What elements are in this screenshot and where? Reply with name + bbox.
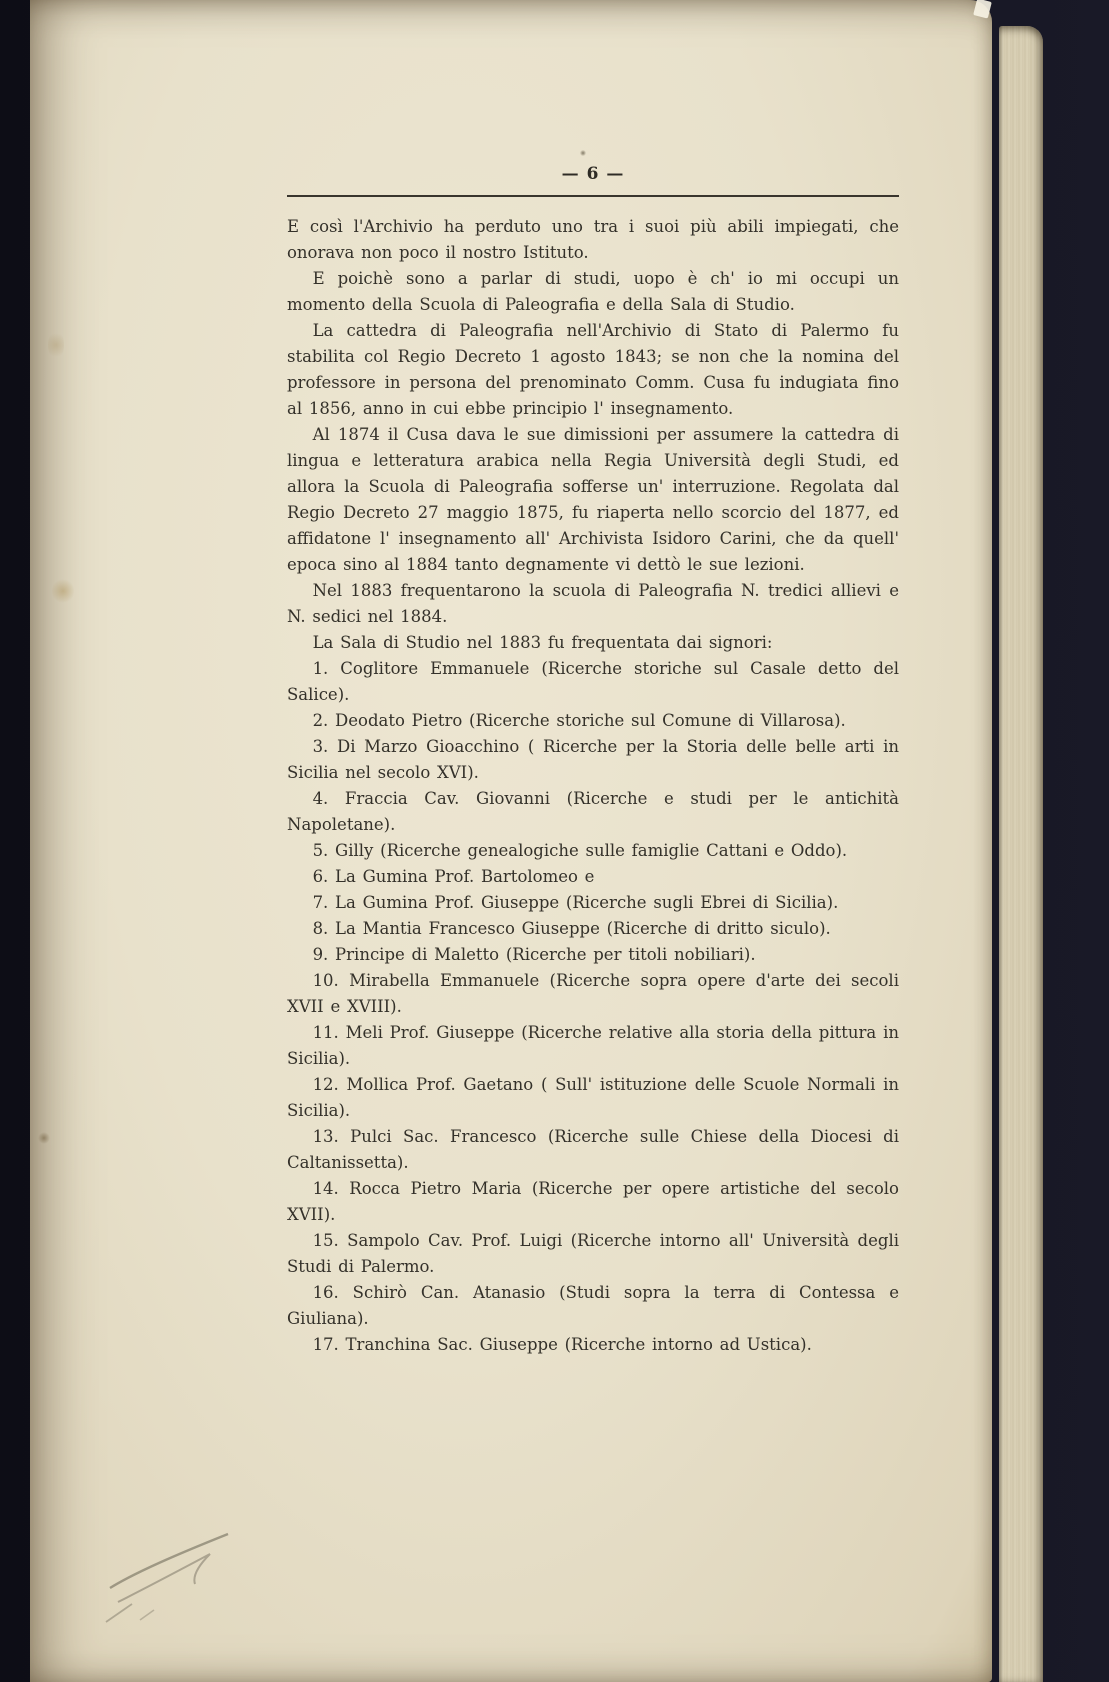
stain: [52, 578, 74, 604]
pencil-scribble: [102, 1512, 252, 1632]
page-body: [287, 214, 899, 1358]
stain: [580, 150, 586, 156]
paragraph: 14. Rocca Pietro Maria (Ricerche per opere artistiche del secolo XVII).: [287, 1179, 899, 1224]
paragraph: 6. La Gumina Prof. Bartolomeo e: [312, 867, 595, 886]
book-page: [30, 0, 992, 1682]
paragraph: 13. Pulci Sac. Francesco (Ricerche sulle Chiese della Diocesi di Caltanissetta).: [287, 1127, 899, 1172]
paragraph: 4. Fraccia Cav. Giovanni (Ricerche e studi per le antichità Napoletane).: [287, 789, 899, 834]
stain: [38, 1132, 50, 1144]
paragraph: 9. Principe di Maletto (Ricerche per titoli nobiliari).: [312, 945, 756, 964]
page-content: [287, 164, 899, 1358]
paragraph: 2. Deodato Pietro (Ricerche storiche sul Comune di Villarosa).: [312, 711, 846, 730]
paragraph: 17. Tranchina Sac. Giuseppe (Ricerche intorno ad Ustica).: [312, 1335, 812, 1354]
paragraph: 15. Sampolo Cav. Prof. Luigi (Ricerche intorno all' Università degli Studi di Palermo.: [287, 1231, 899, 1276]
paragraph: Al 1874 il Cusa dava le sue dimissioni per assumere la cattedra di lingua e letteratura arabica nella Regia Università degli Studi, ed allora la Scuola di Paleografia sofferse un' interruzione. Regolata dal Regio Decreto 27 maggio 1875, fu riaperta nello scorcio del 1877, ed affidatone l' insegnamento all' Archivista Isidoro Carini, che da quell' epoca sino al 1884 tanto degnamente vi dettò le sue lezioni.: [287, 425, 899, 574]
paragraph: 1. Coglitore Emmanuele (Ricerche storiche sul Casale detto del Salice).: [287, 659, 899, 704]
paragraph: 10. Mirabella Emmanuele (Ricerche sopra opere d'arte dei secoli XVII e XVIII).: [287, 971, 899, 1016]
page-number: — 6 —: [561, 164, 625, 184]
header-rule: [287, 195, 899, 197]
paragraph: 7. La Gumina Prof. Giuseppe (Ricerche sugli Ebrei di Sicilia).: [312, 893, 839, 912]
paragraph: 11. Meli Prof. Giuseppe (Ricerche relative alla storia della pittura in Sicilia).: [287, 1023, 899, 1068]
paragraph: 12. Mollica Prof. Gaetano ( Sull' istituzione delle Scuole Normali in Sicilia).: [287, 1075, 899, 1120]
paragraph: Nel 1883 frequentarono la scuola di Paleografia N. tredici allievi e N. sedici nel 1884.: [287, 581, 899, 626]
paragraph: La Sala di Studio nel 1883 fu frequentata dai signori:: [312, 633, 773, 652]
paragraph: E così l'Archivio ha perduto uno tra i suoi più abili impiegati, che onorava non poco il nostro Istituto.: [287, 217, 899, 262]
paragraph: 5. Gilly (Ricerche genealogiche sulle famiglie Cattani e Oddo).: [312, 841, 848, 860]
paragraph: 8. La Mantia Francesco Giuseppe (Ricerche di dritto siculo).: [312, 919, 831, 938]
book-fore-edge: [999, 26, 1043, 1682]
paragraph: La cattedra di Paleografia nell'Archivio di Stato di Palermo fu stabilita col Regio Decreto 1 agosto 1843; se non che la nomina del professore in persona del prenominato Comm. Cusa fu indugiata fino al 1856, anno in cui ebbe principio l' insegnamento.: [287, 321, 899, 418]
paragraph: 16. Schirò Can. Atanasio (Studi sopra la terra di Contessa e Giuliana).: [287, 1283, 899, 1328]
stain: [48, 330, 64, 360]
paragraph: 3. Di Marzo Gioacchino ( Ricerche per la Storia delle belle arti in Sicilia nel secolo XVI).: [287, 737, 899, 782]
paragraph: E poichè sono a parlar di studi, uopo è ch' io mi occupi un momento della Scuola di Paleografia e della Sala di Studio.: [287, 269, 899, 314]
